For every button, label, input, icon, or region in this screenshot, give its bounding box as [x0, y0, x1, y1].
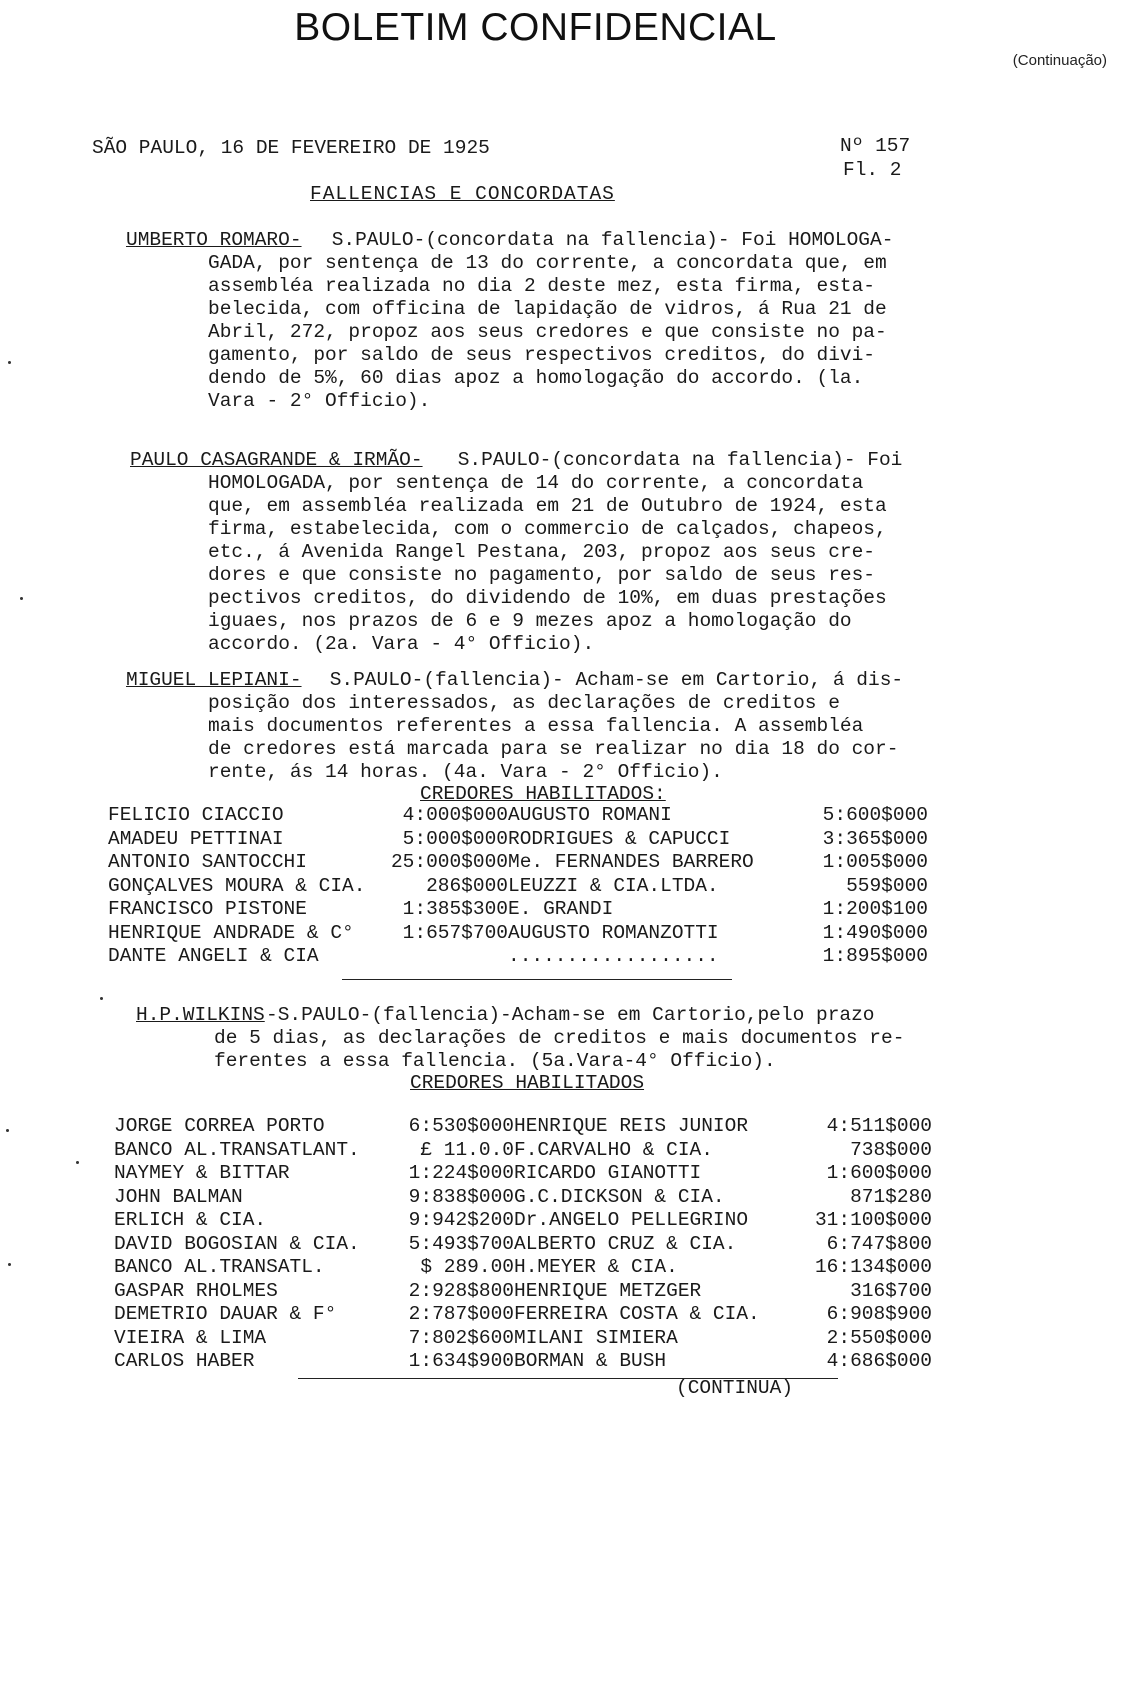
- dateline: SÃO PAULO, 16 DE FEVEREIRO DE 1925: [92, 137, 490, 159]
- creditor-amount: 871$280: [850, 1185, 932, 1208]
- creditor-name: DEMETRIO DAUAR & F°: [114, 1303, 337, 1325]
- entry-text-line: dendo de 5%, 60 dias apoz a homologação do accordo. (la.: [208, 367, 864, 389]
- creditors-table: [114, 1115, 932, 1374]
- creditor-name: LEUZZI & CIA.LTDA.: [508, 874, 719, 897]
- entry-text-line: etc., á Avenida Rangel Pestana, 203, propoz aos seus cre-: [208, 541, 876, 563]
- creditor-row: [108, 945, 928, 969]
- entry-text-line: belecida, com officina de lapidação de vidros, á Rua 21 de: [208, 298, 887, 320]
- creditor-row: [108, 922, 928, 946]
- creditor-amount: 31:100$000: [814, 1209, 932, 1231]
- continua-label: (CONTINUA): [676, 1377, 794, 1399]
- creditor-name: HENRIQUE METZGER: [514, 1279, 702, 1302]
- creditor-name: Me. FERNANDES BARRERO: [508, 851, 754, 873]
- creditor-name: BANCO AL.TRANSATL.: [114, 1256, 325, 1278]
- entry-text-line: iguaes, nos prazos de 6 e 9 mezes apoz a homologação do: [208, 610, 852, 632]
- creditor-amount: 16:134$000: [814, 1256, 932, 1278]
- creditor-row: [114, 1350, 932, 1374]
- creditor-amount: 1:385$300: [402, 898, 508, 920]
- creditor-amount: £ 11.0.0: [420, 1138, 514, 1161]
- creditor-row: [114, 1162, 932, 1186]
- entry-text-line: S.PAULO-(fallencia)- Acham-se em Cartorio, á dis-: [318, 669, 904, 691]
- creditors-heading: CREDORES HABILITADOS:: [420, 783, 666, 805]
- creditor-amount: 4:511$000: [826, 1115, 932, 1137]
- creditor-amount: 738$000: [850, 1138, 932, 1161]
- entry-name: UMBERTO ROMARO-: [126, 229, 302, 251]
- creditor-name: RICARDO GIANOTTI: [514, 1162, 702, 1184]
- bulletin-title: BOLETIM CONFIDENCIAL: [294, 6, 777, 49]
- entry-text-line: accordo. (2a. Vara - 4° Officio).: [208, 633, 595, 655]
- creditor-row: [108, 898, 928, 922]
- entry-text-line: S.PAULO-(concordata na fallencia)- Foi HOMOLOGA-: [320, 229, 894, 251]
- creditor-name: JORGE CORREA PORTO: [114, 1115, 325, 1137]
- creditor-row: [114, 1115, 932, 1139]
- creditor-name: BANCO AL.TRANSATLANT.: [114, 1138, 360, 1161]
- creditor-row: [114, 1327, 932, 1351]
- entry-text-line: pectivos creditos, do dividendo de 10%, em duas prestações: [208, 587, 887, 609]
- creditor-amount: 5:493$700: [408, 1232, 514, 1255]
- creditor-row: [108, 828, 928, 852]
- creditor-name: DAVID BOGOSIAN & CIA.: [114, 1232, 360, 1255]
- creditor-row: [108, 875, 928, 899]
- creditors-heading: CREDORES HABILITADOS: [410, 1072, 645, 1094]
- entry-text-line: assembléa realizada no dia 2 deste mez, esta firma, esta-: [208, 275, 876, 297]
- creditor-name: MILANI SIMIERA: [514, 1326, 678, 1349]
- creditor-name: HENRIQUE ANDRADE & C°: [108, 921, 354, 944]
- creditor-amount: 6:530$000: [408, 1115, 514, 1137]
- creditor-name: NAYMEY & BITTAR: [114, 1162, 290, 1184]
- creditor-name: CARLOS HABER: [114, 1350, 255, 1372]
- creditor-name: AMADEU PETTINAI: [108, 827, 284, 850]
- entry-text-line: mais documentos referentes a essa fallencia. A assembléa: [208, 715, 864, 737]
- scan-speck: [8, 361, 11, 364]
- creditor-amount: 1:005$000: [822, 851, 928, 873]
- creditor-row: [114, 1233, 932, 1257]
- creditor-amount: 9:838$000: [408, 1185, 514, 1208]
- creditor-amount: 1:490$000: [822, 921, 928, 944]
- creditor-amount: 1:600$000: [826, 1162, 932, 1184]
- creditor-amount: $ 289.00: [420, 1256, 514, 1278]
- creditor-name: HENRIQUE REIS JUNIOR: [514, 1115, 749, 1137]
- creditor-name: BORMAN & BUSH: [514, 1350, 667, 1372]
- creditor-amount: 1:224$000: [408, 1162, 514, 1184]
- creditor-name: RODRIGUES & CAPUCCI: [508, 827, 731, 850]
- creditor-name: E. GRANDI: [508, 898, 614, 920]
- creditor-row: [114, 1186, 932, 1210]
- creditor-name: GONÇALVES MOURA & CIA.: [108, 874, 366, 897]
- creditor-name: FELICIO CIACCIO: [108, 804, 284, 826]
- creditors-table: [108, 804, 928, 969]
- creditor-amount: 2:928$800: [408, 1279, 514, 1302]
- creditor-name: JOHN BALMAN: [114, 1185, 243, 1208]
- creditor-amount: 5:000$000: [402, 827, 508, 850]
- entry-text-line: -S.PAULO-(fallencia)-Acham-se em Cartorio,pelo prazo: [266, 1004, 875, 1026]
- folio: Fl. 2: [843, 159, 902, 181]
- creditor-amount: 559$000: [846, 874, 928, 897]
- creditor-amount: 6:908$900: [826, 1303, 932, 1325]
- entry-text-line: dores e que consiste no pagamento, por saldo de seus res-: [208, 564, 876, 586]
- creditor-amount: 1:895$000: [822, 945, 928, 967]
- entry-name: H.P.WILKINS: [136, 1004, 265, 1026]
- entry-text-line: posição dos interessados, as declarações de creditos e: [208, 692, 840, 714]
- creditor-name: FERREIRA COSTA & CIA.: [514, 1303, 760, 1325]
- creditor-row: [114, 1280, 932, 1304]
- creditor-amount: 1:634$900: [408, 1350, 514, 1372]
- section-title: FALLENCIAS E CONCORDATAS: [310, 183, 615, 205]
- divider: [342, 979, 732, 980]
- creditor-amount: 5:600$000: [822, 804, 928, 826]
- creditor-name: ..................: [508, 945, 719, 967]
- creditor-amount: 4:686$000: [826, 1350, 932, 1372]
- creditor-name: AUGUSTO ROMANZOTTI: [508, 921, 719, 944]
- entry-text-line: HOMOLOGADA, por sentença de 14 do corrente, a concordata: [208, 472, 864, 494]
- entry-text-line: que, em assembléa realizada em 21 de Outubro de 1924, esta: [208, 495, 887, 517]
- entry-text-line: Abril, 272, propoz aos seus credores e que consiste no pa-: [208, 321, 887, 343]
- creditor-name: ANTONIO SANTOCCHI: [108, 851, 307, 873]
- creditor-row: [114, 1303, 932, 1327]
- creditor-amount: 4:000$000: [402, 804, 508, 826]
- creditor-name: GASPAR RHOLMES: [114, 1279, 278, 1302]
- entry-text-line: de 5 dias, as declarações de creditos e mais documentos re-: [214, 1027, 905, 1049]
- scan-speck: [6, 1129, 9, 1132]
- creditor-amount: 286$000: [426, 874, 508, 897]
- creditor-amount: 25:000$000: [390, 851, 508, 873]
- bulletin-number: Nº 157: [840, 135, 911, 157]
- scan-speck: [100, 997, 103, 1000]
- creditor-row: [108, 851, 928, 875]
- entry-text-line: GADA, por sentença de 13 do corrente, a concordata que, em: [208, 252, 887, 274]
- scan-speck: [8, 1263, 11, 1266]
- creditor-name: G.C.DICKSON & CIA.: [514, 1185, 725, 1208]
- creditor-amount: [378, 945, 508, 969]
- creditor-amount: 6:747$800: [826, 1232, 932, 1255]
- creditor-name: H.MEYER & CIA.: [514, 1256, 678, 1278]
- creditor-row: [108, 804, 928, 828]
- creditor-name: AUGUSTO ROMANI: [508, 804, 672, 826]
- scan-speck: [76, 1161, 79, 1164]
- creditor-name: VIEIRA & LIMA: [114, 1326, 267, 1349]
- creditor-amount: 7:802$600: [408, 1326, 514, 1349]
- creditor-name: ALBERTO CRUZ & CIA.: [514, 1232, 737, 1255]
- creditor-amount: 2:787$000: [408, 1303, 514, 1325]
- entry-text-line: gamento, por saldo de seus respectivos creditos, do divi-: [208, 344, 876, 366]
- creditor-name: Dr.ANGELO PELLEGRINO: [514, 1209, 749, 1231]
- scan-speck: [20, 597, 23, 600]
- creditor-amount: 3:365$000: [822, 827, 928, 850]
- entry-text-line: ferentes a essa fallencia. (5a.Vara-4° Officio).: [214, 1050, 776, 1072]
- entry-text-line: rente, ás 14 horas. (4a. Vara - 2° Officio).: [208, 761, 723, 783]
- creditor-amount: 1:200$100: [822, 898, 928, 920]
- creditor-name: ERLICH & CIA.: [114, 1209, 267, 1231]
- entry-text-line: Vara - 2° Officio).: [208, 390, 431, 412]
- continuation-label: (Continuação): [1012, 52, 1107, 69]
- creditor-amount: 316$700: [850, 1279, 932, 1302]
- creditor-amount: 1:657$700: [402, 921, 508, 944]
- creditor-amount: 2:550$000: [826, 1326, 932, 1349]
- entry-name: MIGUEL LEPIANI-: [126, 669, 302, 691]
- entry-text-line: de credores está marcada para se realizar no dia 18 do cor-: [208, 738, 899, 760]
- creditor-name: FRANCISCO PISTONE: [108, 898, 307, 920]
- entry-text-line: S.PAULO-(concordata na fallencia)- Foi: [446, 449, 903, 471]
- creditor-row: [114, 1139, 932, 1163]
- creditor-name: DANTE ANGELI & CIA: [108, 945, 319, 967]
- entry-text-line: firma, estabelecida, com o commercio de calçados, chapeos,: [208, 518, 887, 540]
- creditor-amount: 9:942$200: [408, 1209, 514, 1231]
- creditor-row: [114, 1256, 932, 1280]
- creditor-row: [114, 1209, 932, 1233]
- creditor-name: F.CARVALHO & CIA.: [514, 1138, 713, 1161]
- entry-name: PAULO CASAGRANDE & IRMÃO-: [130, 449, 423, 471]
